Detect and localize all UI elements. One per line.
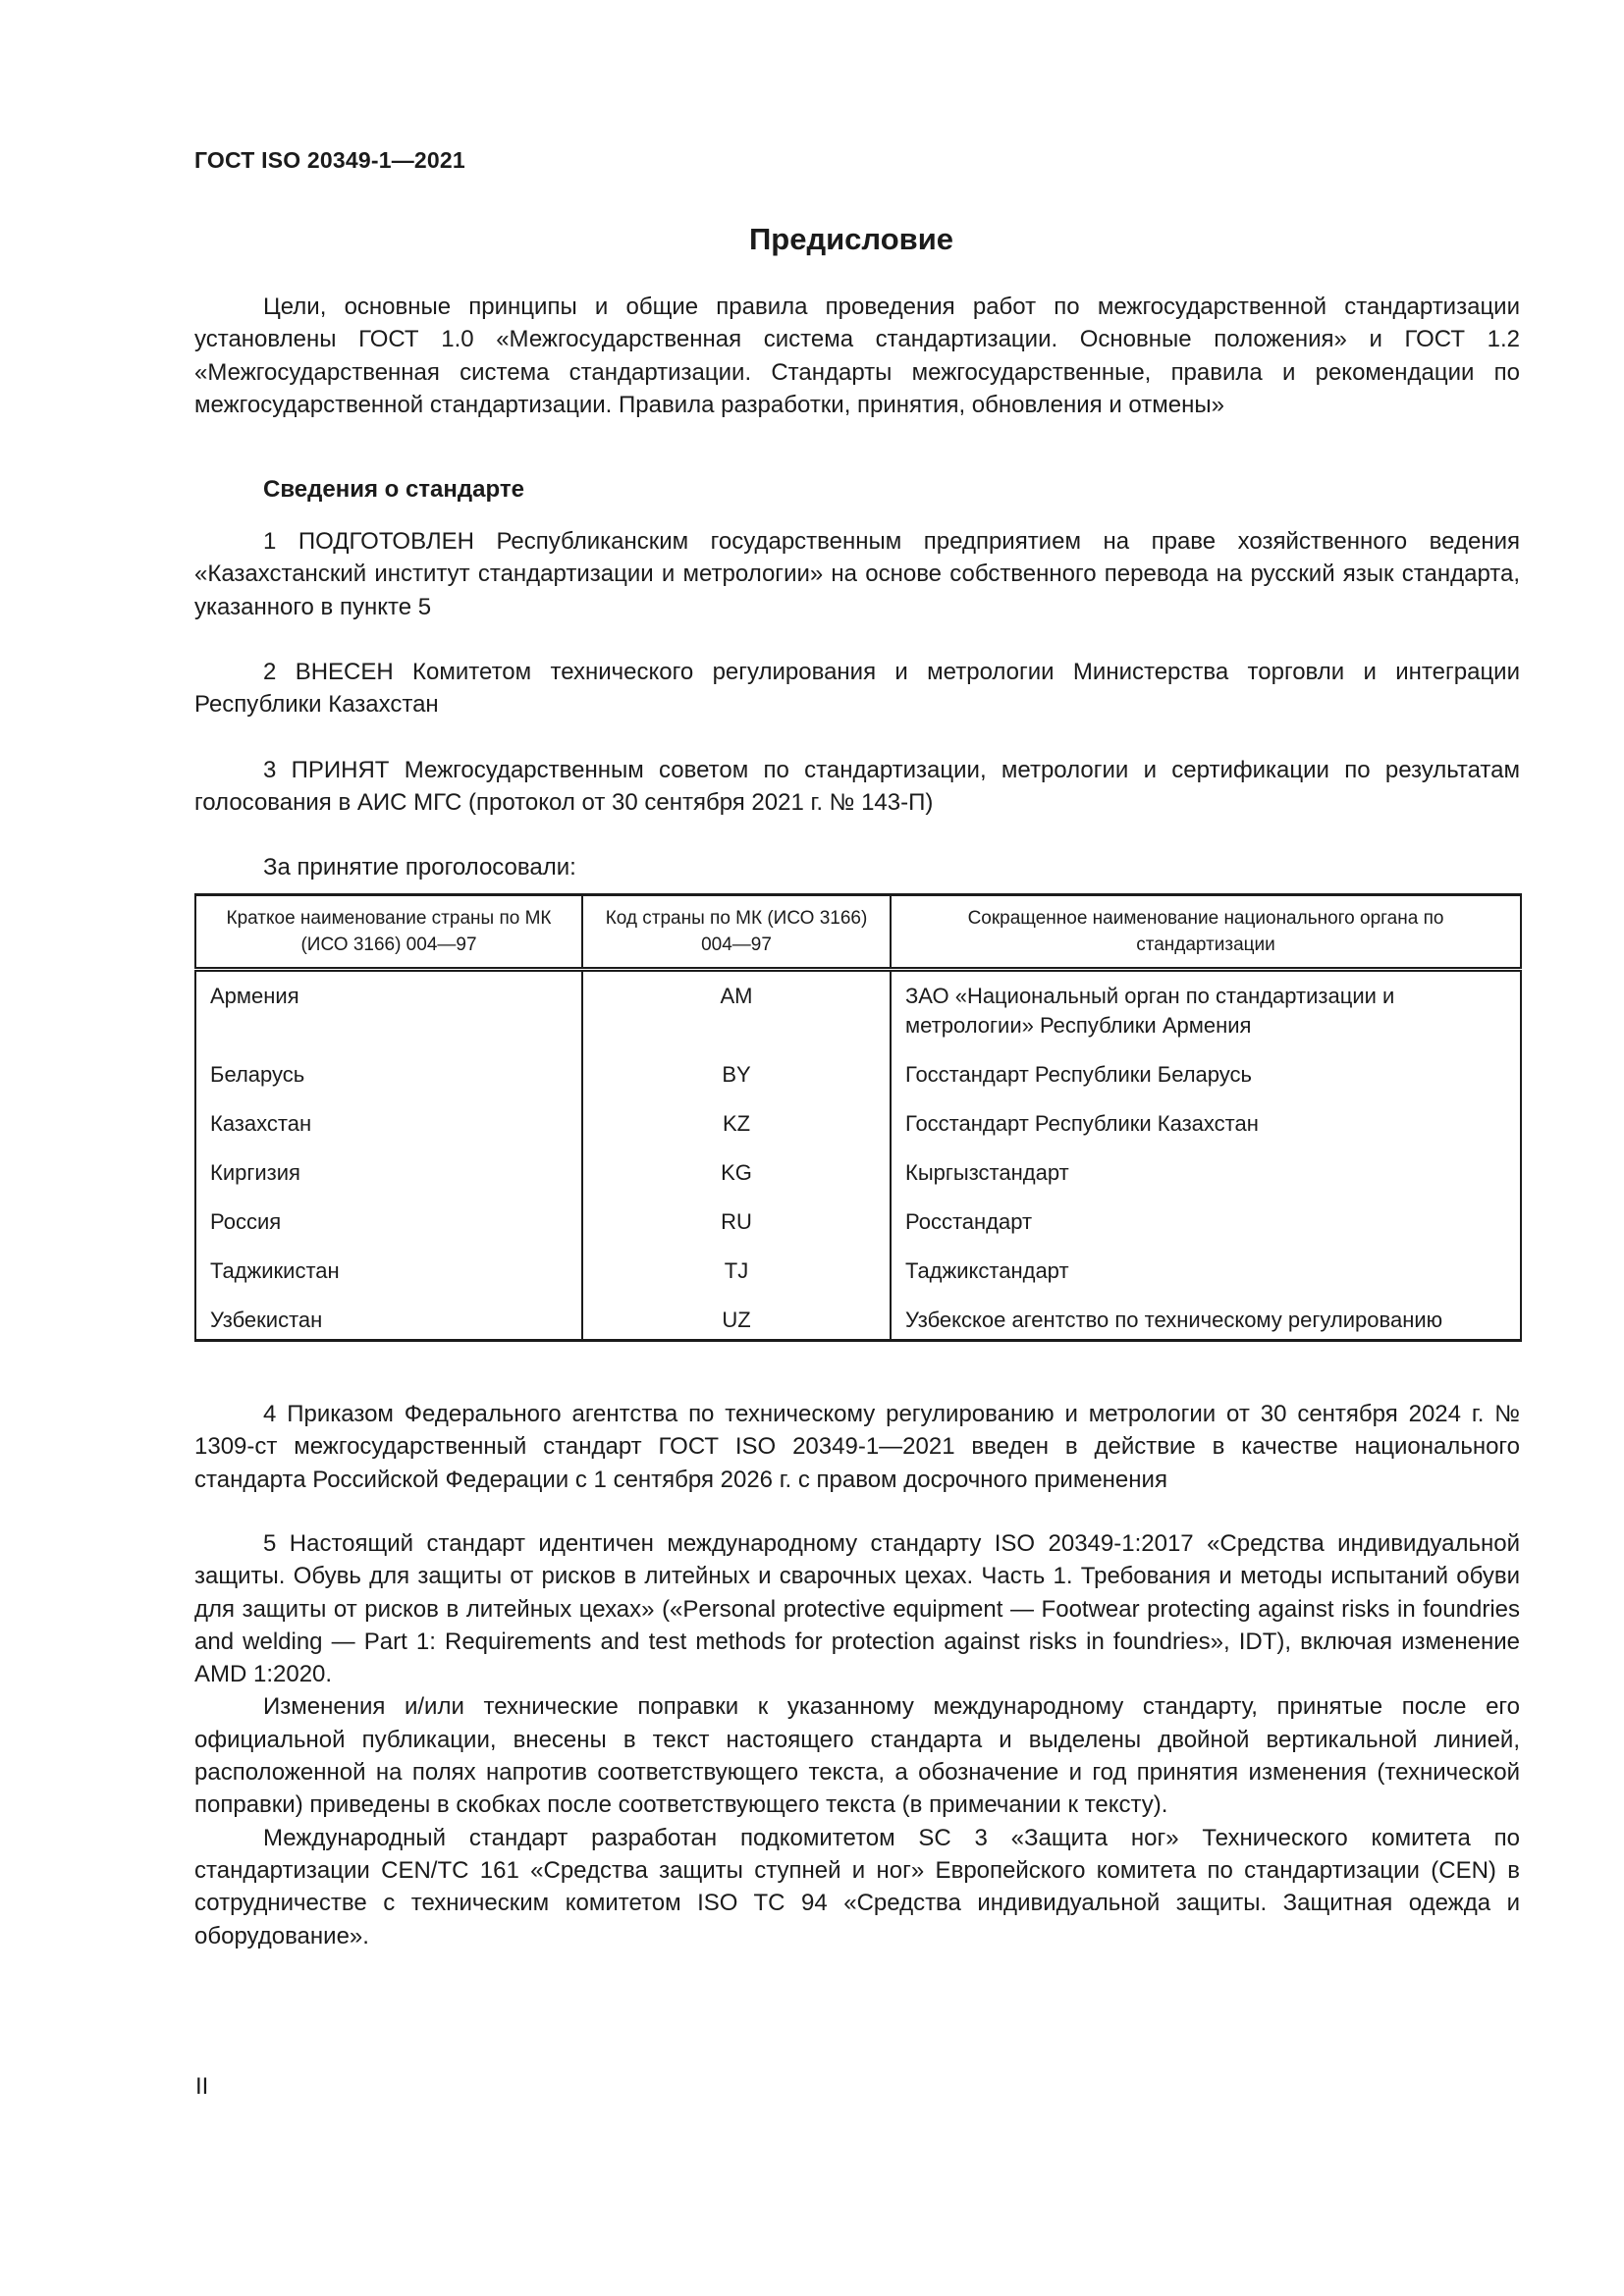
national-body-cell: Кыргызстандарт	[891, 1158, 1521, 1207]
country-cell: Узбекистан	[195, 1306, 582, 1341]
table-row	[195, 1109, 1521, 1158]
info-item-3: 3 ПРИНЯТ Межгосударственным советом по стандартизации, метрологии и сертификации по результатам голосования в АИС МГС (протокол от 30 сентября 2021 г. № 143-П)	[194, 757, 1520, 817]
info-item-5-block	[194, 1527, 1520, 1952]
national-body-cell: ЗАО «Национальный орган по стандартизации и метрологии» Республики Армения	[891, 970, 1521, 1061]
column-header-country: Краткое наименование страны по МК (ИСО 3166) 004—97	[195, 895, 582, 970]
info-item-4: 4 Приказом Федерального агентства по техническому регулированию и метрологии от 30 сентября 2024 г. № 1309-ст межгосударственный стандарт ГОСТ ISO 20349-1—2021 введен в действие в качестве национального стандарта Российской Федерации с 1 сентября 2026 г. с правом досрочного применения	[194, 1401, 1520, 1493]
vote-table-header-row	[195, 895, 1521, 970]
country-cell: Таджикистан	[195, 1256, 582, 1306]
code-cell: AM	[582, 970, 891, 1061]
table-row	[195, 1256, 1521, 1306]
info-item-5: 5 Настоящий стандарт идентичен международному стандарту ISO 20349-1:2017 «Средства индивидуальной защиты. Обувь для защиты от рисков в литейных и сварочных цехах. Часть 1. Требования и методы испытаний обуви для защиты от рисков в литейных цехах» («Personal protective equipment — Footwear protecting against risks in foundries and welding — Part 1: Requirements and test methods for protection against risks in foundries», IDT), включая изменение AMD 1:2020.	[194, 1530, 1520, 1688]
national-body-cell: Узбекское агентство по техническому регулированию	[891, 1306, 1521, 1341]
national-body-cell: Госстандарт Республики Казахстан	[891, 1109, 1521, 1158]
country-cell: Казахстан	[195, 1109, 582, 1158]
code-cell: UZ	[582, 1306, 891, 1341]
country-cell: Киргизия	[195, 1158, 582, 1207]
table-row	[195, 1060, 1521, 1109]
code-cell: BY	[582, 1060, 891, 1109]
table-row	[195, 1207, 1521, 1256]
code-cell: KG	[582, 1158, 891, 1207]
info-item-5-changes: Изменения и/или технические поправки к указанному международному стандарту, принятые после его официальной публикации, внесены в текст настоящего стандарта и выделены двойной вертикальной линией, расположенной на полях напротив соответствующего текста, а обозначение и год принятия изменения (технической поправки) приведены в скобках после соответствующего текста (в примечании к тексту).	[194, 1693, 1520, 1819]
code-cell: TJ	[582, 1256, 891, 1306]
column-header-national-body: Сокращенное наименование национального органа по стандартизации	[891, 895, 1521, 970]
national-body-cell: Таджикстандарт	[891, 1256, 1521, 1306]
table-row	[195, 970, 1521, 1061]
national-body-cell: Росстандарт	[891, 1207, 1521, 1256]
country-cell: Россия	[195, 1207, 582, 1256]
code-cell: KZ	[582, 1109, 891, 1158]
intro-paragraph: Цели, основные принципы и общие правила проведения работ по межгосударственной стандартизации установлены ГОСТ 1.0 «Межгосударственная система стандартизации. Основные положения» и ГОСТ 1.2 «Межгосударственная система стандартизации. Стандарты межгосударственные, правила и рекомендации по межгосударственной стандартизации. Правила разработки, принятия, обновления и отмены»	[194, 294, 1520, 418]
vote-table	[194, 893, 1522, 1342]
info-item-1: 1 ПОДГОТОВЛЕН Республиканским государственным предприятием на праве хозяйственного ведения «Казахстанский институт стандартизации и метрологии» на основе собственного перевода на русский язык стандарта, указанного в пункте 5	[194, 528, 1520, 620]
column-header-code: Код страны по МК (ИСО 3166) 004—97	[582, 895, 891, 970]
info-item-2: 2 ВНЕСЕН Комитетом технического регулирования и метрологии Министерства торговли и интеграции Республики Казахстан	[194, 659, 1520, 719]
page-number: II	[195, 2073, 209, 2100]
national-body-cell: Госстандарт Республики Беларусь	[891, 1060, 1521, 1109]
page-title: Предисловие	[748, 222, 953, 256]
table-row	[195, 1158, 1521, 1207]
country-cell: Армения	[195, 970, 582, 1061]
code-cell: RU	[582, 1207, 891, 1256]
document-id-header: ГОСТ ISO 20349-1—2021	[194, 147, 465, 173]
section-heading-standard-info: Сведения о стандарте	[263, 476, 524, 503]
table-row	[195, 1306, 1521, 1341]
country-cell: Беларусь	[195, 1060, 582, 1109]
info-item-5-origin: Международный стандарт разработан подкомитетом SC 3 «Защита ног» Технического комитета по стандартизации CEN/TC 161 «Средства защиты ступней и ног» Европейского комитета по стандартизации (CEN) в сотрудничестве с техническим комитетом ISO TC 94 «Средства индивидуальной защиты. Защитная одежда и оборудование».	[194, 1824, 1520, 1949]
vote-intro-label: За принятие проголосовали:	[263, 854, 576, 881]
